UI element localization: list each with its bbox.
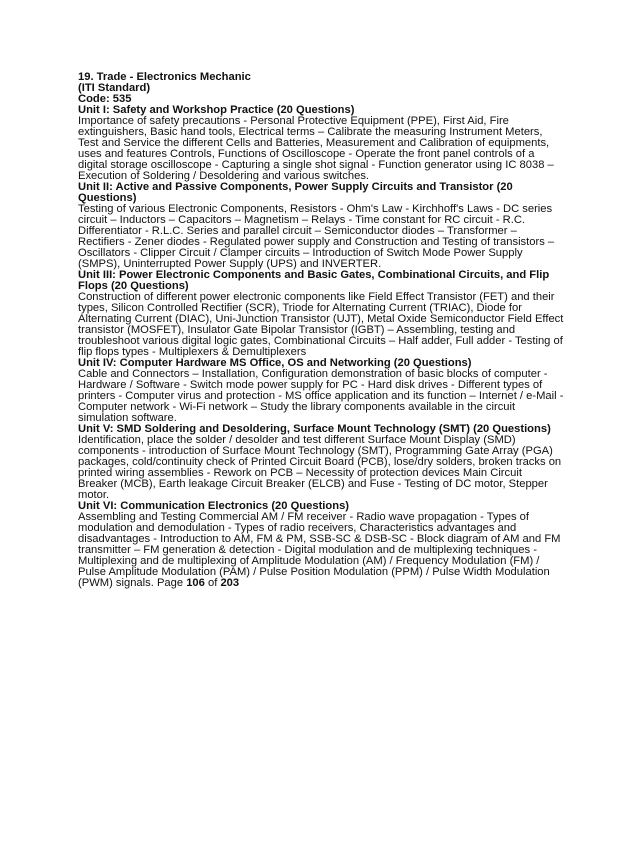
unit-3-title: Unit III: Power Electronic Components and Basic Gates, Combinational Circuits, and Flip Flops (20 Questions)	[78, 269, 550, 292]
unit-2-title: Unit II: Active and Passive Components, Power Supply Circuits and Transistor (20 Questions)	[78, 181, 513, 204]
unit-section-3	[78, 270, 564, 358]
page-of: of	[207, 577, 218, 589]
unit-section-4	[78, 358, 564, 424]
unit-section-1	[78, 105, 564, 182]
unit-1-title: Unit I: Safety and Workshop Practice (20 Questions)	[78, 104, 355, 116]
unit-1-body: Importance of safety precautions - Personal Protective Equipment (PPE), First Aid, Fire extinguishers, Basic hand tools, Electrical terms – Calibrate the measuring Instrument Meters, Test and Service the different Cells and Batteries, Measurement and Calibration of equipments, uses and features Controls, Functions of Oscilloscope - Operate the front panel controls of a digital storage oscilloscope - Capturing a single shot signal - Function generator using IC 8038 – Execution of Soldering / Desoldering and various switches.	[78, 115, 554, 182]
unit-5-body: Identification, place the solder / desolder and test different Surface Mount Display (SMD) components - introduction of Surface Mount Technology (SMT), Programming Gate Array (PGA) packages, cold/continuity check of Printed Circuit Board (PCB), lose/dry solders, broken tracks on printed wiring assemblies - Rework on PCB – Necessity of protection devices Main Circuit Breaker (MCB), Earth leakage Circuit Breaker (ELCB) and Fuse - Testing of DC motor, Stepper motor.	[78, 434, 562, 501]
unit-6-body	[78, 512, 564, 589]
unit-6-title: Unit VI: Communication Electronics (20 Questions)	[78, 500, 350, 512]
unit-section-2	[78, 182, 564, 270]
unit-3-body: Construction of different power electronic components like Field Effect Transistor (FET) and their types, Silicon Controlled Rectifier (SCR), Triode for Alternating Current (TRIAC), Diode for Alternating Current (DIAC), Uni-Junction Transistor (UJT), Metal Oxide Semiconductor Field Effect transistor (MOSFET), Insulator Gate Bipolar Transistor (IGBT) – Assembling, testing and troubleshoot various digital logic gates, Combinational Circuits – Half adder, Full adder - Testing of flip flops types - Multiplexers & Demultiplexers	[78, 291, 564, 358]
code-label: Code: 535	[78, 93, 132, 105]
unit-6-body-text: Assembling and Testing Commercial AM / FM receiver - Radio wave propagation - Types of modulation and demodulation - Types of radio receivers, Characteristics advantages and disadvantages - Introduction to AM, FM & PM, SSB-SC & DSB-SC - Block diagram of AM and FM transmitter – FM generation & detection - Digital modulation and de multiplexing techniques - Multiplexing and de multiplexing of Amplitude Modulation (AM) / Frequency Modulation (FM) / Pulse Amplitude Modulation (PAM) / Pulse Position Modulation (PPM) / Pulse Width Modulation (PWM) signals.	[78, 511, 561, 589]
page-current: 106	[186, 577, 205, 589]
unit-4-title: Unit IV: Computer Hardware MS Office, OS and Networking (20 Questions)	[78, 357, 472, 369]
unit-section-5	[78, 424, 564, 501]
unit-4-body: Cable and Connectors – Installation, Configuration demonstration of basic blocks of computer - Hardware / Software - Switch mode power supply for PC - Hard disk drives - Different types of printers - Computer virus and protection - MS office application and its function – Internet / e-Mail - Computer network - Wi-Fi network – Study the library components available in the circuit simulation software.	[78, 368, 564, 424]
unit-section-6	[78, 501, 564, 589]
trade-title: 19. Trade - Electronics Mechanic	[78, 71, 251, 83]
page-prefix: Page	[156, 577, 184, 589]
unit-5-title: Unit V: SMD Soldering and Desoldering, Surface Mount Technology (SMT) (20 Questions)	[78, 423, 551, 435]
page-total: 203	[220, 577, 240, 589]
standard-label: (ITI Standard)	[78, 82, 151, 94]
unit-2-body: Testing of various Electronic Components, Resistors - Ohm's Law - Kirchhoff's Laws - DC series circuit – Inductors – Capacitors – Magnetism – Relays - Time constant for RC circuit - R.C. Differentiator - R.L.C. Series and parallel circuit – Semiconductor diodes – Transformer – Rectifiers - Zener diodes - Regulated power supply and Construction and Testing of transistors – Oscillators - Clipper Circuit / Clamper circuits – Introduction of Switch Mode Power Supply (SMPS), Uninterrupted Power Supply (UPS) and INVERTER.	[78, 203, 555, 270]
